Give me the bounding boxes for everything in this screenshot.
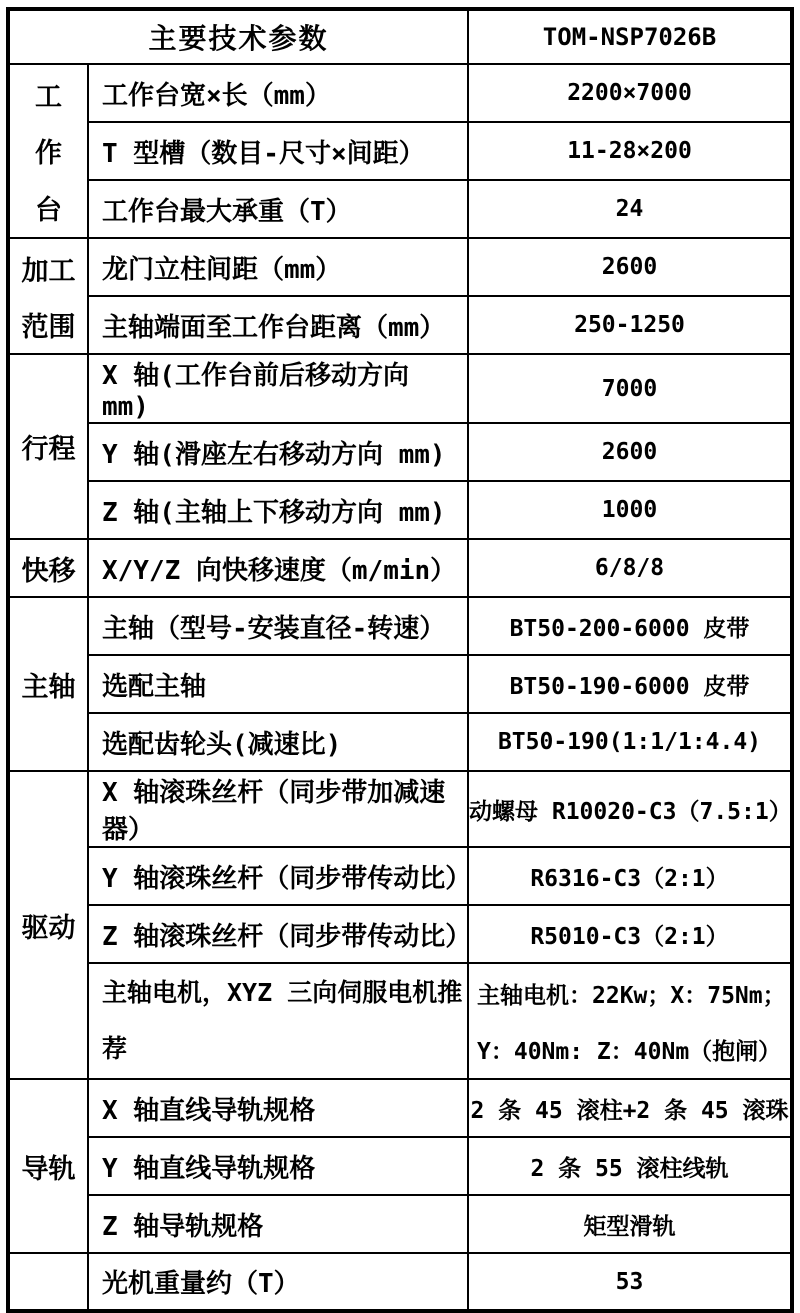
group-label-line: 作 xyxy=(34,138,62,170)
group-label-rapid: 快移 xyxy=(8,539,88,597)
spec-table xyxy=(6,7,794,1313)
param-value: 6/8/8 xyxy=(468,539,792,597)
param-name: X 轴滚珠丝杆（同步带加减速器） xyxy=(88,771,468,847)
param-value-lines xyxy=(469,965,790,1077)
table-row xyxy=(8,1137,792,1195)
table-row xyxy=(8,1253,792,1311)
group-label-travel: 行程 xyxy=(8,354,88,539)
param-value-line: Y：40Nm: Z：40Nm（抱闸） xyxy=(477,1038,782,1065)
param-value: BT50-190-6000 皮带 xyxy=(468,655,792,713)
param-value: 250-1250 xyxy=(468,296,792,354)
param-value: 1000 xyxy=(468,481,792,539)
param-value: 矩型滑轨 xyxy=(468,1195,792,1253)
param-name: 选配齿轮头(减速比) xyxy=(88,713,468,771)
group-label-line: 工 xyxy=(34,81,62,113)
table-row xyxy=(8,296,792,354)
table-row xyxy=(8,713,792,771)
table-row xyxy=(8,1079,792,1137)
group-label-worktable xyxy=(8,64,88,238)
group-label-stack xyxy=(10,240,87,352)
param-name: 光机重量约（T） xyxy=(88,1253,468,1311)
table-row xyxy=(8,481,792,539)
param-value: 2200×7000 xyxy=(468,64,792,122)
group-label-drive: 驱动 xyxy=(8,771,88,1079)
group-label-line: 台 xyxy=(34,195,62,227)
param-value: R5010-C3（2:1） xyxy=(468,905,792,963)
param-value: 2 条 55 滚柱线轨 xyxy=(468,1137,792,1195)
group-label-guideway: 导轨 xyxy=(8,1079,88,1253)
param-name: Y 轴(滑座左右移动方向 mm) xyxy=(88,423,468,481)
param-name: 主轴电机，XYZ 三向伺服电机推荐 xyxy=(88,963,468,1079)
param-value: 2600 xyxy=(468,423,792,481)
param-name: X 轴(工作台前后移动方向 mm) xyxy=(88,354,468,423)
table-row xyxy=(8,64,792,122)
group-label-machining-range xyxy=(8,238,88,354)
param-name: 主轴端面至工作台距离（mm） xyxy=(88,296,468,354)
param-name: Z 轴(主轴上下移动方向 mm) xyxy=(88,481,468,539)
param-value: 24 xyxy=(468,180,792,238)
table-row xyxy=(8,238,792,296)
table-row xyxy=(8,771,792,847)
param-name: Y 轴直线导轨规格 xyxy=(88,1137,468,1195)
table-row xyxy=(8,905,792,963)
table-row xyxy=(8,539,792,597)
param-name: Y 轴滚珠丝杆（同步带传动比） xyxy=(88,847,468,905)
param-name: 工作台最大承重（T） xyxy=(88,180,468,238)
table-row xyxy=(8,963,792,1079)
group-label-line: 加工 xyxy=(21,255,76,287)
param-name: 工作台宽×长（mm） xyxy=(88,64,468,122)
param-value: BT50-200-6000 皮带 xyxy=(468,597,792,655)
group-label-line: 范围 xyxy=(21,311,76,343)
param-name: 龙门立柱间距（mm） xyxy=(88,238,468,296)
group-label-stack xyxy=(10,66,87,236)
table-row xyxy=(8,423,792,481)
param-name: X 轴直线导轨规格 xyxy=(88,1079,468,1137)
table-row xyxy=(8,847,792,905)
model-number: TOM-NSP7026B xyxy=(468,9,792,64)
param-value: 2600 xyxy=(468,238,792,296)
table-row xyxy=(8,655,792,713)
table-row xyxy=(8,122,792,180)
table-title: 主要技术参数 xyxy=(8,9,468,64)
param-value: 2 条 45 滚柱+2 条 45 滚珠 xyxy=(468,1079,792,1137)
param-name: X/Y/Z 向快移速度（m/min） xyxy=(88,539,468,597)
table-row xyxy=(8,597,792,655)
table-row xyxy=(8,1195,792,1253)
param-name: 主轴（型号-安装直径-转速） xyxy=(88,597,468,655)
param-value: 11-28×200 xyxy=(468,122,792,180)
param-name: 选配主轴 xyxy=(88,655,468,713)
table-row xyxy=(8,9,792,64)
param-name: Z 轴导轨规格 xyxy=(88,1195,468,1253)
param-value: 53 xyxy=(468,1253,792,1311)
param-value: 7000 xyxy=(468,354,792,423)
table-row xyxy=(8,180,792,238)
param-value xyxy=(468,963,792,1079)
param-value: R6316-C3（2:1） xyxy=(468,847,792,905)
table-row xyxy=(8,354,792,423)
param-name: T 型槽（数目-尺寸×间距） xyxy=(88,122,468,180)
param-value: 动螺母 R10020-C3（7.5:1） xyxy=(468,771,792,847)
param-value: BT50-190(1:1/1:4.4) xyxy=(468,713,792,771)
group-label-empty xyxy=(8,1253,88,1311)
param-name: Z 轴滚珠丝杆（同步带传动比） xyxy=(88,905,468,963)
param-value-line: 主轴电机：22Kw；X：75Nm； xyxy=(477,982,786,1009)
group-label-spindle: 主轴 xyxy=(8,597,88,771)
